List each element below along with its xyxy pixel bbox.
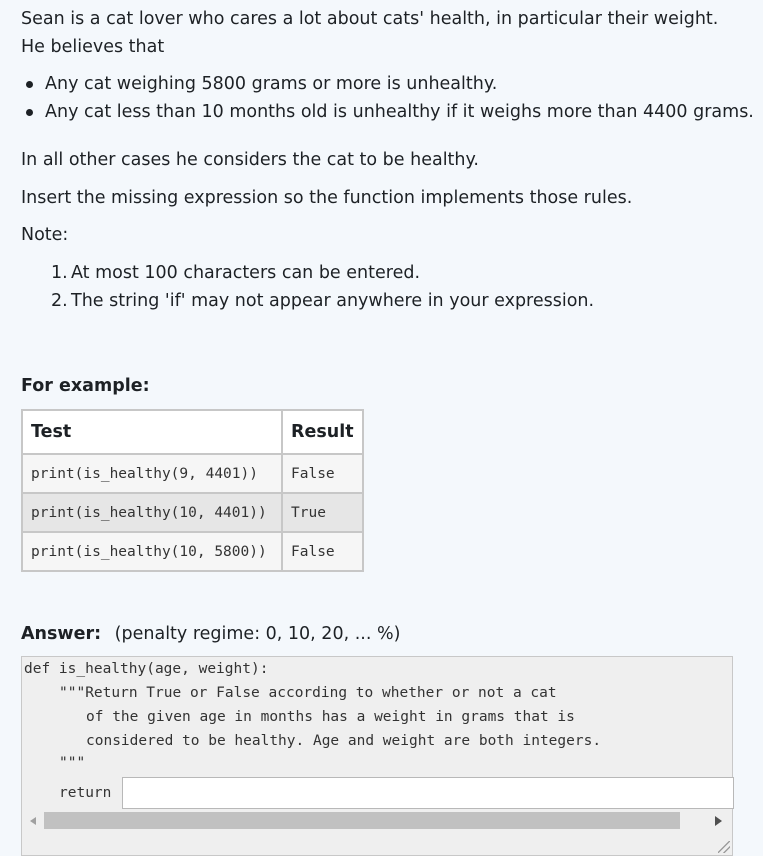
header-test: Test bbox=[22, 410, 282, 454]
code-editor bbox=[21, 656, 733, 856]
example-table bbox=[21, 409, 364, 572]
result-cell: False bbox=[282, 454, 363, 493]
test-cell: print(is_healthy(10, 4401)) bbox=[22, 493, 282, 532]
note-number: 2. bbox=[51, 291, 68, 311]
rule-item: Any cat less than 10 months old is unhealthy if it weighs more than 4400 grams. bbox=[45, 98, 754, 126]
example-heading: For example: bbox=[21, 376, 150, 396]
code-line: of the given age in months has a weight in grams that is bbox=[86, 709, 575, 725]
resize-grip-icon[interactable] bbox=[718, 841, 730, 853]
scroll-right-arrow-icon[interactable] bbox=[715, 816, 722, 826]
result-cell: False bbox=[282, 532, 363, 571]
note-label: Note: bbox=[21, 225, 69, 245]
test-cell: print(is_healthy(9, 4401)) bbox=[22, 454, 282, 493]
note-text: At most 100 characters can be entered. bbox=[71, 263, 421, 283]
other-cases-text: In all other cases he considers the cat to be healthy. bbox=[21, 150, 479, 170]
result-cell: True bbox=[282, 493, 363, 532]
note-text: The string 'if' may not appear anywhere in your expression. bbox=[71, 291, 595, 311]
code-line: """Return True or False according to whether or not a cat bbox=[59, 685, 557, 701]
instruction-text: Insert the missing expression so the function implements those rules. bbox=[21, 188, 633, 208]
rule-item: Any cat weighing 5800 grams or more is unhealthy. bbox=[45, 70, 754, 98]
test-cell: print(is_healthy(10, 5800)) bbox=[22, 532, 282, 571]
question-intro: Sean is a cat lover who cares a lot about cats' health, in particular their weight. He believes that bbox=[21, 9, 719, 57]
header-result: Result bbox=[282, 410, 363, 454]
table-row bbox=[22, 493, 363, 532]
table-row bbox=[22, 454, 363, 493]
scrollbar-thumb[interactable] bbox=[44, 812, 680, 829]
answer-label: Answer: bbox=[21, 624, 102, 644]
code-line: considered to be healthy. Age and weight are both integers. bbox=[86, 733, 602, 749]
rules-list bbox=[21, 70, 754, 126]
table-row bbox=[22, 532, 363, 571]
notes-list bbox=[21, 259, 594, 315]
answer-line bbox=[21, 620, 400, 648]
penalty-regime: (penalty regime: 0, 10, 20, ... %) bbox=[114, 624, 401, 644]
horizontal-scrollbar[interactable] bbox=[22, 812, 732, 830]
note-number: 1. bbox=[51, 263, 68, 283]
return-keyword: return bbox=[59, 785, 112, 801]
code-line: def is_healthy(age, weight): bbox=[24, 661, 269, 677]
note-item bbox=[51, 259, 594, 287]
note-item bbox=[51, 287, 594, 315]
code-line: """ bbox=[59, 755, 86, 771]
scroll-left-arrow-icon[interactable] bbox=[30, 817, 36, 825]
return-expression-input[interactable] bbox=[122, 777, 734, 809]
